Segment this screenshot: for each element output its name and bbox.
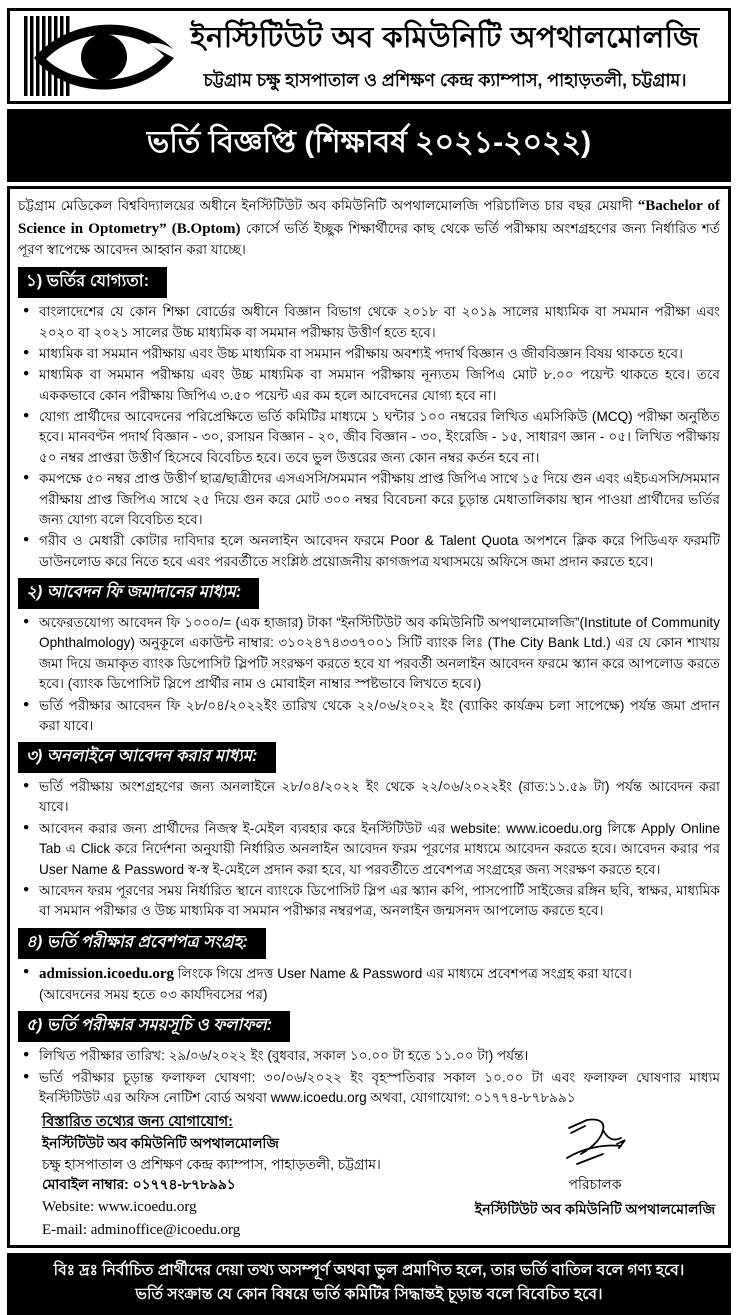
intro-paragraph (18, 195, 720, 260)
contact-heading: বিস্তারিত তথ্যের জন্য যোগাযোগ: (42, 1114, 233, 1131)
footer-note (7, 1253, 731, 1315)
intro-text-2: কোর্সে ভর্তি ইচ্ছুক শিক্ষার্থীদের কাছ থেকে ভর্তি পরীক্ষায় অংশগ্রহণের জন্য নির্ধারিত শর্ত পূরণ স্বাপেক্ষে আবেদন আহ্বান করা যাচ্ছে। (18, 220, 720, 257)
bullet-icon: ● (23, 367, 30, 380)
fee-item (18, 613, 720, 695)
header (7, 8, 731, 104)
eye-logo-icon (24, 14, 176, 98)
contact-mobile: মোবাইল নাম্বার: ০১৭৭৪-৮৭৮৯৯১ (42, 1177, 236, 1193)
signature-icon (547, 1114, 643, 1172)
notice-title: ভর্তি বিজ্ঞপ্তি (শিক্ষাবর্ষ ২০২১-২০২২) (146, 126, 592, 159)
signature-block (470, 1112, 720, 1241)
eligibility-item (18, 407, 720, 468)
notice-title-banner (7, 109, 731, 182)
online-apply-item (18, 777, 720, 818)
bullet-text: মাধ্যমিক বা সমমান পরীক্ষায় এবং উচ্চ মাধ্যমিক বা সমমান পরীক্ষায় নূন্যতম জিপিএ মোট ৮.০০ পয়েন্ট থাকতে হবে। তবে এককভাবে কোন পরীক্ষায় জিপিএ ৩.৫০ পয়েন্ট এর কম হলে আবেদনের যোগ্য হবে না। (39, 367, 720, 403)
bullet-icon: ● (23, 345, 30, 358)
institute-subtitle: চট্টগ্রাম চক্ষু হাসপাতাল ও প্রশিক্ষণ কেন্দ্র ক্যাম্পাস, পাহাড়তলী, চট্টগ্রাম। (203, 70, 687, 90)
footer-line-1: বিঃ দ্রঃ নির্বাচিত প্রার্থীদের দেয়া তথ্য অসম্পূর্ণ অথবা ভুল প্রমাণিত হলে, তার ভর্তি বাতিল বলে গণ্য হবে। (53, 1262, 685, 1280)
institute-title: ইনস্টিটিউট অব কমিউনিটি অপথালমোলজি (190, 22, 700, 54)
bullet-icon: ● (23, 1048, 30, 1061)
header-text (182, 15, 718, 97)
bullet-icon: ● (23, 779, 30, 792)
online-apply-item (18, 881, 720, 922)
eligibility-item (18, 531, 720, 572)
institute-logo (24, 14, 182, 98)
schedule-item (18, 1068, 720, 1109)
bullet-icon: ● (23, 697, 30, 710)
bullet-icon: ● (23, 409, 30, 422)
bullet-icon: ● (23, 820, 30, 833)
bullet-text: ভর্তি পরীক্ষায় অংশগ্রহণের জন্য অনলাইনে ২৮/০৪/২০২২ ইং থেকে ২২/০৬/২০২২ইং (রাত:১১.৫৯ টা) পর্যন্ত আবেদন করা যাবে। (39, 779, 720, 815)
bullet-text: অফেরতযোগ্য আবেদন ফি ১০০০/= (এক হাজার) টাকা “ইনস্টিটিউট অব কমিউনিটি অপথালমোলজি”(Institute of Community Ophthalmology) অনুকূলে একাউন্ট নাম্বার: ৩১০২৪৭৪৩৩৭০০১ সিটি ব্যাংক লিঃ (The City Bank Ltd.) এর যে কোন শাখায় জমা দিয়ে জমাকৃত ব্যাংক ডিপোসিট স্লিপটি সংরক্ষণ করতে হবে যা পরবর্তী অনলাইন আবেদন ফরমে স্ক্যান করে আপলোড করতে হবে। (ব্যাংক ডিপোসিট স্লিপে প্রার্থীর নাম ও মোবাইল নাম্বার স্পষ্টভাবে লিখতে হবে।) (39, 614, 720, 692)
eligibility-item (18, 469, 720, 530)
bullet-text: বাংলাদেশের যে কোন শিক্ষা বোর্ডের অধীনে বিজ্ঞান বিভাগ থেকে ২০১৮ বা ২০১৯ সালের মাধ্যমিক বা সমমান পরীক্ষা এবং ২০২০ বা ২০২১ সালের উচ্চ মাধ্যমিক বা সমমান পরীক্ষায় উত্তীর্ণ হতে হবে। (39, 304, 720, 340)
admit-card-item (18, 963, 720, 1006)
notice-body (7, 186, 731, 1248)
bullet-icon: ● (23, 304, 30, 317)
bullet-text: ভর্তি পরীক্ষার আবেদন ফি ২৮/০৪/২০২২ইং তারিখ থেকে ২২/০৬/২০২২ ইং (ব্যাকিং কার্যক্রম চলা সাপেক্ষে) পর্যন্ত জমা প্রদান করা যাবে। (39, 697, 720, 733)
bullet-text: যোগ্য প্রার্থীদের আবেদনের পরিপ্রেক্ষিতে ভর্তি কমিটির মাধ্যমে ১ ঘন্টার ১০০ নম্বরের লিখিত এমসিকিউ (MCQ) পরীক্ষা অনুষ্ঠিত হবে। মানবণ্টন পদার্থ বিজ্ঞান - ৩০, রসায়ন বিজ্ঞান - ২০, জীব বিজ্ঞান - ৩০, ইংরেজি - ১৫, সাধারণ জ্ঞান - ০৫। লিখিত পরীক্ষায় ৫০ নম্বর প্রাপ্তরা উত্তীর্ণ হিসেবে বিবেচিত হবে। তবে ভুল উত্তরের জন্য কোন নম্বর কর্তন হবে না। (39, 409, 720, 465)
eligibility-item (18, 344, 720, 364)
bullet-text: লিখিত পরীক্ষার তারিখ: ২৯/০৬/২০২২ ইং (বুধবার, সকাল ১০.০০ টা হতে ১১.০০ টা) পর্যন্ত। (39, 1048, 529, 1064)
bullet-icon: ● (23, 614, 30, 627)
bullet-icon: ● (23, 1069, 30, 1082)
contact-block (18, 1112, 470, 1241)
bullet-text: আবেদন করার জন্য প্রার্থীদের নিজস্ব ই-মেইল ব্যবহার করে ইনস্টিটিউট এর website: www.icoedu.org লিঙ্কে Apply Online Tab এ Click করে নির্দেশনা অনুযায়ী নির্ধারিত অনলাইন আবেদন ফরম পূরণের মাধ্যমে আবেদন করতে হবে। আবেদন করার পর User Name & Password স্ব-স্ব ই-মেইলে প্রদান করা হবে, যা পরবর্তীতে প্রবেশপত্র সংগ্রহের জন্য সংরক্ষণ করতে হবে। (39, 820, 720, 877)
intro-text-1: চট্টগ্রাম মেডিকেল বিশ্ববিদ্যালয়ের অধীনে ইনস্টিটিউট অব কমিউনিটি অপথালমোলজি পরিচালিত চার বছর মেয়াদী (18, 198, 633, 213)
section1-heading: ১) ভর্তির যোগ্যতা: (18, 267, 167, 298)
online-apply-item (18, 819, 720, 880)
eligibility-item (18, 302, 720, 343)
admit-card-url: admission.icoedu.org (39, 965, 175, 982)
signature-org: ইনস্টিটিউট অব কমিউনিটি অপথালমোলজি (474, 1201, 716, 1218)
signature-role: পরিচালক (568, 1176, 622, 1193)
bullet-icon: ● (23, 471, 30, 484)
bullet-icon: ● (23, 883, 30, 896)
bullet-text: ভর্তি পরীক্ষার চূড়ান্ত ফলাফল ঘোষণা: ৩০/০৬/২০২২ ইং বৃহস্পতিবার সকাল ১০.০০ টা এবং ফলাফল ঘোষণার মাধ্যম ইনস্টিটিউট এর অফিস নোটিশ বোর্ড অথবা www.icoedu.org অথবা, যোগাযোগ: ০১৭৭৪-৮৭৮৯৯১ (39, 1069, 720, 1105)
bullet-text: কমপক্ষে ৫০ নম্বর প্রাপ্ত উত্তীর্ণ ছাত্র/ছাত্রীদের এসএসসি/সমমান পরীক্ষায় প্রাপ্ত জিপিএ সাথে ১৫ দিয়ে গুন এবং এইচএসসি/সমমান পরীক্ষায় প্রাপ্ত জিপিএ সাথে ২৫ দিয়ে গুন করে মোট ৩০০ নম্বর বিবেচনা করে চূড়ান্ত মেধাতালিকায় স্থান পাওয়া প্রার্থীদের ভর্তির জন্য যোগ্য বলে বিবেচিত হবে। (39, 471, 720, 528)
bullet-icon: ● (23, 964, 30, 977)
admit-card-text: লিংকে গিয়ে প্রদত্ত User Name & Password এর মাধ্যমে প্রবেশপত্র সংগ্রহ করা যাবে। (177, 965, 633, 981)
section2-heading: ২) আবেদন ফি জমাদানের মাধ্যম: (18, 578, 259, 609)
section5-heading: ৫) ভর্তি পরীক্ষার সময়সূচি ও ফলাফল: (18, 1011, 290, 1042)
contact-email: E-mail: adminoffice@icoedu.org (42, 1221, 241, 1238)
admit-card-note: (আবেদনের সময় হতে ০৩ কার্যদিবসের পর) (39, 987, 268, 1003)
section3-heading: ৩) অনলাইনে আবেদন করার মাধ্যম: (18, 742, 276, 773)
fee-item (18, 696, 720, 737)
bullet-text (39, 966, 632, 1003)
eligibility-item (18, 365, 720, 406)
course-name: “Bachelor of Science in Optometry” (B.Optom) (18, 198, 721, 237)
bottom-row (18, 1112, 720, 1241)
bullet-text: আবেদন ফরম পূরণের সময় নির্ধারিত স্থানে ব্যাংকে ডিপোসিট স্লিপ এর স্ক্যান কপি, পাসপোর্টি সাইজের রঙ্গিন ছবি, স্বাক্ষর, মাধ্যমিক বা সমমান পরীক্ষার ও উচ্চ মাধ্যমিক বা সমমান পরীক্ষার নম্বরপত্র, অনলাইন জন্মসনদ আপলোড করতে হবে। (39, 883, 720, 919)
section4-heading: ৪) ভর্তি পরীক্ষার প্রবেশপত্র সংগ্রহ: (18, 928, 266, 959)
bullet-text: মাধ্যমিক বা সমমান পরীক্ষায় এবং উচ্চ মাধ্যমিক বা সমমান পরীক্ষায় অবশ্যই পদার্থ বিজ্ঞান ও জীববিজ্ঞান বিষয় থাকতে হবে। (39, 345, 683, 361)
contact-org: ইনস্টিটিউট অব কমিউনিটি অপথালমোলজি (42, 1136, 279, 1152)
contact-website: Website: www.icoedu.org (42, 1199, 197, 1216)
bullet-text: গরীব ও মেধারী কোটার দাবিদার হলে অনলাইন আবেদন ফরমে Poor & Talent Quota অপশনে ক্লিক করে পিডিএফ ফরমটি ডাউনলোড করে নিতে হবে এবং পরবর্তীতে সংশ্লিষ্ঠ প্রয়োজনীয় কাগজপত্র যথাসময়ে অফিসে জমা প্রদান করতে হবে। (39, 533, 720, 569)
footer-line-2: ভর্তি সংক্রান্ত যে কোন বিষয়ে ভর্তি কমিটির সিদ্ধান্তই চূড়ান্ত বলে বিবেচিত হবে। (135, 1286, 603, 1304)
schedule-item (18, 1046, 720, 1066)
contact-address: চক্ষু হাসপাতাল ও প্রশিক্ষণ কেন্দ্র ক্যাম্পাস, পাহাড়তলী, চট্টগ্রাম। (42, 1156, 381, 1172)
bullet-icon: ● (23, 533, 30, 546)
